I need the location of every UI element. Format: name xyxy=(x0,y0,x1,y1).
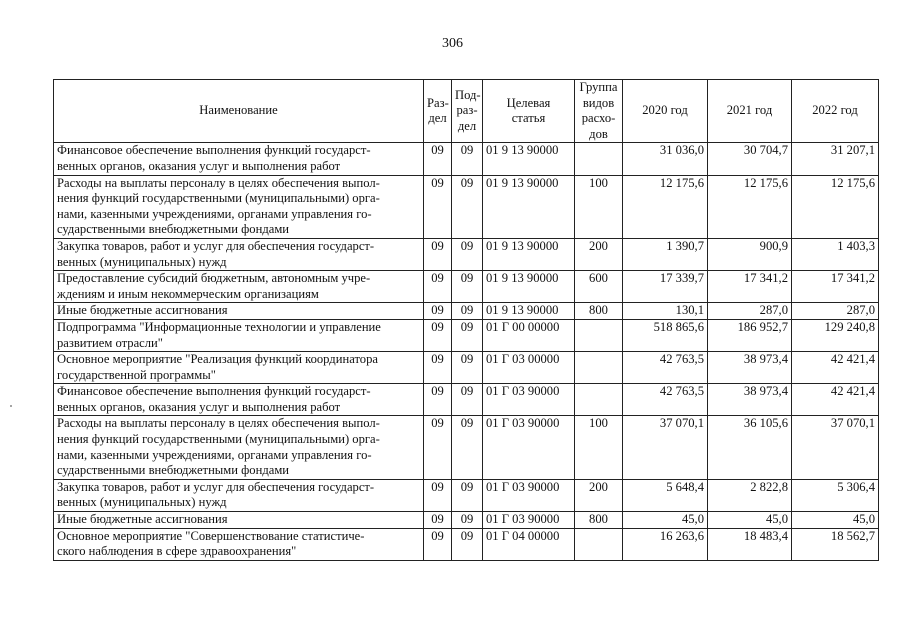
header-2022: 2022 год xyxy=(792,80,879,143)
cell-section: 09 xyxy=(424,303,452,320)
cell-2021: 36 105,6 xyxy=(708,416,792,479)
cell-target-article: 01 9 13 90000 xyxy=(483,238,575,270)
cell-2022: 42 421,4 xyxy=(792,352,879,384)
scan-speck xyxy=(10,405,12,407)
cell-2021: 2 822,8 xyxy=(708,479,792,511)
table-row xyxy=(54,512,879,529)
cell-2022: 1 403,3 xyxy=(792,238,879,270)
cell-2022: 37 070,1 xyxy=(792,416,879,479)
cell-target-article: 01 Г 00 00000 xyxy=(483,319,575,351)
cell-section: 09 xyxy=(424,528,452,560)
page-number: 306 xyxy=(442,36,463,51)
cell-name: Расходы на выплаты персоналу в целях обеспечения выпол- нения функций государственными (муниципальными) орга- нами, казенными учреждениями, органами управления го- сударственными внебюджетными фондами xyxy=(54,416,424,479)
header-row xyxy=(54,80,879,143)
table-row xyxy=(54,175,879,238)
cell-2022: 5 306,4 xyxy=(792,479,879,511)
header-subsection: Под- раз- дел xyxy=(452,80,483,143)
cell-name: Закупка товаров, работ и услуг для обеспечения государст- венных (муниципальных) нужд xyxy=(54,479,424,511)
table-row xyxy=(54,319,879,351)
cell-subsection: 09 xyxy=(452,352,483,384)
cell-subsection: 09 xyxy=(452,143,483,175)
table-row xyxy=(54,479,879,511)
cell-2020: 42 763,5 xyxy=(623,384,708,416)
cell-name: Финансовое обеспечение выполнения функций государст- венных органов, оказания услуг и выполнения работ xyxy=(54,384,424,416)
cell-2020: 518 865,6 xyxy=(623,319,708,351)
cell-subsection: 09 xyxy=(452,238,483,270)
cell-target-article: 01 Г 04 00000 xyxy=(483,528,575,560)
cell-expense-group xyxy=(575,352,623,384)
cell-2022: 42 421,4 xyxy=(792,384,879,416)
cell-name: Финансовое обеспечение выполнения функций государст- венных органов, оказания услуг и выполнения работ xyxy=(54,143,424,175)
cell-2022: 45,0 xyxy=(792,512,879,529)
cell-2022: 287,0 xyxy=(792,303,879,320)
cell-section: 09 xyxy=(424,319,452,351)
cell-section: 09 xyxy=(424,143,452,175)
cell-expense-group: 800 xyxy=(575,303,623,320)
cell-section: 09 xyxy=(424,175,452,238)
cell-target-article: 01 Г 03 90000 xyxy=(483,384,575,416)
cell-2021: 38 973,4 xyxy=(708,352,792,384)
cell-target-article: 01 Г 03 90000 xyxy=(483,512,575,529)
header-name: Наименование xyxy=(54,80,424,143)
cell-subsection: 09 xyxy=(452,479,483,511)
cell-section: 09 xyxy=(424,384,452,416)
cell-2021: 45,0 xyxy=(708,512,792,529)
table-row xyxy=(54,143,879,175)
cell-expense-group xyxy=(575,384,623,416)
cell-section: 09 xyxy=(424,352,452,384)
cell-2022: 12 175,6 xyxy=(792,175,879,238)
cell-name: Подпрограмма "Информационные технологии и управление развитием отрасли" xyxy=(54,319,424,351)
cell-subsection: 09 xyxy=(452,416,483,479)
cell-2020: 17 339,7 xyxy=(623,271,708,303)
cell-target-article: 01 Г 03 90000 xyxy=(483,479,575,511)
cell-2021: 900,9 xyxy=(708,238,792,270)
cell-2021: 186 952,7 xyxy=(708,319,792,351)
cell-subsection: 09 xyxy=(452,303,483,320)
cell-expense-group xyxy=(575,319,623,351)
cell-2020: 16 263,6 xyxy=(623,528,708,560)
header-2020: 2020 год xyxy=(623,80,708,143)
cell-2020: 31 036,0 xyxy=(623,143,708,175)
table-row xyxy=(54,352,879,384)
cell-section: 09 xyxy=(424,512,452,529)
cell-2021: 38 973,4 xyxy=(708,384,792,416)
cell-section: 09 xyxy=(424,416,452,479)
cell-2022: 17 341,2 xyxy=(792,271,879,303)
table-row xyxy=(54,416,879,479)
header-2021: 2021 год xyxy=(708,80,792,143)
cell-target-article: 01 Г 03 00000 xyxy=(483,352,575,384)
cell-name: Предоставление субсидий бюджетным, автономным учре- ждениям и иным некоммерческим организациям xyxy=(54,271,424,303)
cell-expense-group: 800 xyxy=(575,512,623,529)
header-target-article: Целевая статья xyxy=(483,80,575,143)
cell-2020: 1 390,7 xyxy=(623,238,708,270)
cell-2021: 12 175,6 xyxy=(708,175,792,238)
cell-2020: 5 648,4 xyxy=(623,479,708,511)
table-row xyxy=(54,528,879,560)
table-row xyxy=(54,384,879,416)
cell-expense-group: 200 xyxy=(575,479,623,511)
cell-subsection: 09 xyxy=(452,271,483,303)
cell-2020: 37 070,1 xyxy=(623,416,708,479)
cell-name: Расходы на выплаты персоналу в целях обеспечения выпол- нения функций государственными (муниципальными) орга- нами, казенными учреждениями, органами управления го- сударственными внебюджетными фондами xyxy=(54,175,424,238)
cell-name: Закупка товаров, работ и услуг для обеспечения государст- венных (муниципальных) нужд xyxy=(54,238,424,270)
header-section: Раз- дел xyxy=(424,80,452,143)
cell-2021: 30 704,7 xyxy=(708,143,792,175)
cell-target-article: 01 Г 03 90000 xyxy=(483,416,575,479)
header-expense-group: Группа видов расхо- дов xyxy=(575,80,623,143)
table-row xyxy=(54,303,879,320)
cell-target-article: 01 9 13 90000 xyxy=(483,271,575,303)
cell-expense-group: 100 xyxy=(575,416,623,479)
cell-expense-group: 100 xyxy=(575,175,623,238)
cell-name: Основное мероприятие "Совершенствование статистиче- ского наблюдения в сфере здравоохранения" xyxy=(54,528,424,560)
table-header xyxy=(54,80,879,143)
cell-section: 09 xyxy=(424,238,452,270)
cell-expense-group: 600 xyxy=(575,271,623,303)
table-row xyxy=(54,271,879,303)
cell-2021: 287,0 xyxy=(708,303,792,320)
cell-2022: 18 562,7 xyxy=(792,528,879,560)
cell-2022: 31 207,1 xyxy=(792,143,879,175)
cell-section: 09 xyxy=(424,271,452,303)
table-row xyxy=(54,238,879,270)
cell-2020: 130,1 xyxy=(623,303,708,320)
cell-expense-group: 200 xyxy=(575,238,623,270)
cell-target-article: 01 9 13 90000 xyxy=(483,143,575,175)
cell-expense-group xyxy=(575,528,623,560)
cell-target-article: 01 9 13 90000 xyxy=(483,175,575,238)
cell-subsection: 09 xyxy=(452,512,483,529)
cell-2020: 12 175,6 xyxy=(623,175,708,238)
cell-subsection: 09 xyxy=(452,319,483,351)
budget-table xyxy=(53,79,879,561)
cell-name: Иные бюджетные ассигнования xyxy=(54,303,424,320)
cell-2021: 18 483,4 xyxy=(708,528,792,560)
cell-section: 09 xyxy=(424,479,452,511)
cell-name: Иные бюджетные ассигнования xyxy=(54,512,424,529)
table-body xyxy=(54,143,879,560)
cell-name: Основное мероприятие "Реализация функций координатора государственной программы" xyxy=(54,352,424,384)
cell-2020: 45,0 xyxy=(623,512,708,529)
cell-subsection: 09 xyxy=(452,528,483,560)
cell-expense-group xyxy=(575,143,623,175)
cell-2021: 17 341,2 xyxy=(708,271,792,303)
cell-subsection: 09 xyxy=(452,384,483,416)
cell-subsection: 09 xyxy=(452,175,483,238)
cell-target-article: 01 9 13 90000 xyxy=(483,303,575,320)
cell-2020: 42 763,5 xyxy=(623,352,708,384)
cell-2022: 129 240,8 xyxy=(792,319,879,351)
